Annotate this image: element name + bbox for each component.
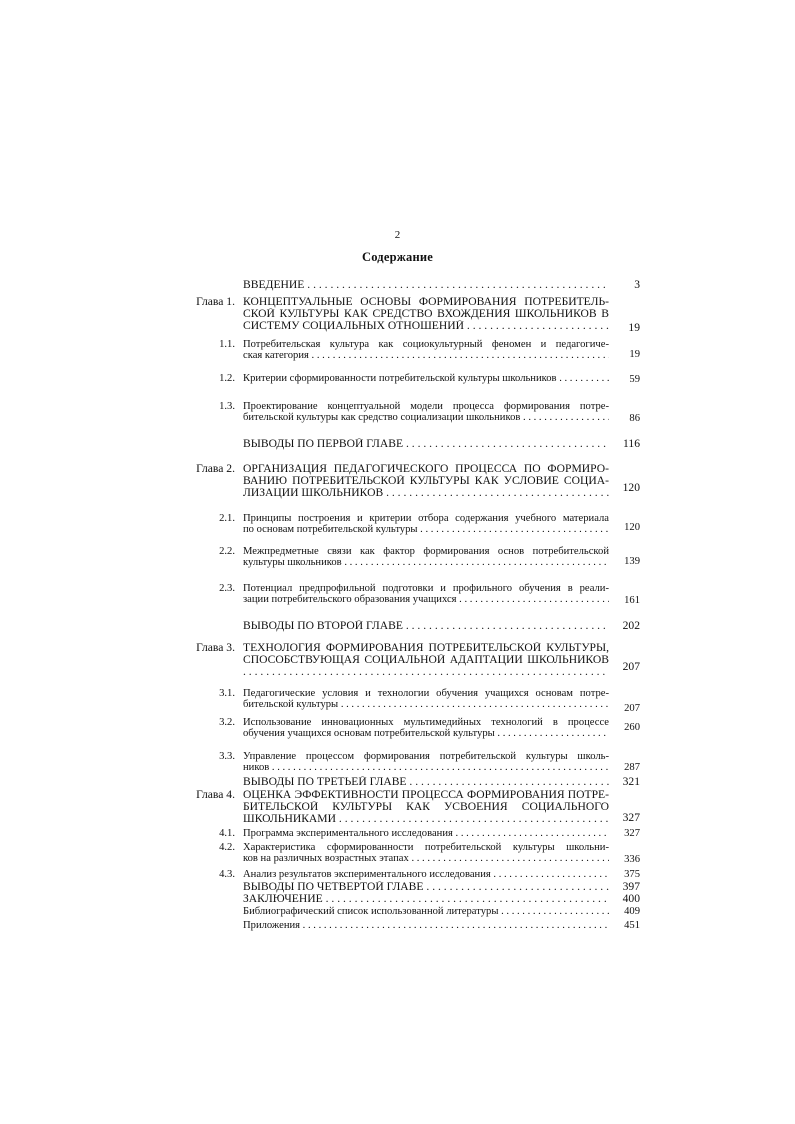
- toc-entry-line: [243, 666, 609, 679]
- toc-page-number: 375: [624, 869, 640, 880]
- toc-entry-number: Глава 3.: [196, 641, 235, 654]
- toc-entry-line: Педагогические условия и технологии обучения учащихся основам потре-: [243, 688, 609, 699]
- toc-page-number: 19: [629, 349, 640, 360]
- toc-entry-number: 2.1.: [219, 513, 235, 524]
- toc-entry-title: [243, 869, 609, 880]
- toc-page-number: 336: [624, 854, 640, 865]
- toc-entry-line: ская категория . . .: [243, 350, 609, 361]
- toc-page-number: 161: [624, 595, 640, 606]
- toc-page-number: 327: [624, 828, 640, 839]
- toc-entry-line: СКОЙ КУЛЬТУРЫ КАК СРЕДСТВО ВХОЖДЕНИЯ ШКОЛЬНИКОВ В: [243, 308, 609, 321]
- toc-entry-number: Глава 4.: [196, 788, 235, 801]
- toc-entry-number: Глава 1.: [196, 295, 235, 308]
- toc-entry-title: [243, 513, 609, 535]
- toc-entry-number: 4.3.: [219, 869, 235, 880]
- toc-entry-line: Критерии сформированности потребительской культуры школьников . . .: [243, 373, 609, 384]
- toc-page-number: 59: [629, 374, 640, 385]
- toc-entry-line: Потребительская культура как социокультурный феномен и педагогиче-: [243, 339, 609, 350]
- toc-entry-line: ЛИЗАЦИИ ШКОЛЬНИКОВ . . .: [243, 487, 609, 500]
- toc-entry-title: [243, 373, 609, 384]
- toc-entry-line: КОНЦЕПТУАЛЬНЫЕ ОСНОВЫ ФОРМИРОВАНИЯ ПОТРЕБИТЕЛЬ-: [243, 296, 609, 308]
- toc-entry-number: 4.1.: [219, 828, 235, 839]
- toc-entry-number: 3.3.: [219, 751, 235, 762]
- toc-entry-title: [243, 339, 609, 361]
- toc-entry-line: ВЫВОДЫ ПО ТРЕТЬЕЙ ГЛАВЕ . . .: [243, 776, 609, 789]
- toc-entry-title: [243, 642, 609, 679]
- toc-entry-line: ТЕХНОЛОГИЯ ФОРМИРОВАНИЯ ПОТРЕБИТЕЛЬСКОЙ КУЛЬТУРЫ,: [243, 642, 609, 654]
- toc-page-number: 400: [622, 892, 640, 905]
- toc-entry-title: [243, 688, 609, 710]
- toc-title: Содержание: [361, 250, 433, 264]
- toc-entry-title: [243, 463, 609, 500]
- toc-entry-number: 1.1.: [219, 339, 235, 350]
- toc-entry-title: [243, 620, 609, 633]
- toc-entry-title: [243, 438, 609, 451]
- toc-entry-line: ВЫВОДЫ ПО ВТОРОЙ ГЛАВЕ . . .: [243, 620, 609, 633]
- toc-page-number: 19: [628, 321, 640, 334]
- toc-page-number: 3: [634, 278, 640, 291]
- toc-entry-line: зации потребительского образования учащихся . . .: [243, 594, 609, 605]
- toc-entry-line: бительской культуры . . .: [243, 699, 609, 710]
- toc-entry-title: [243, 881, 609, 894]
- toc-entry-line: ВАНИЮ ПОТРЕБИТЕЛЬСКОЙ КУЛЬТУРЫ КАК УСЛОВИЕ СОЦИА-: [243, 475, 609, 488]
- toc-page-number: 327: [622, 811, 640, 824]
- toc-entry-title: [243, 776, 609, 789]
- toc-entry-line: Проектирование концептуальной модели процесса формирования потре-: [243, 401, 609, 412]
- toc-page-number: 287: [624, 762, 640, 773]
- toc-entry-line: ШКОЛЬНИКАМИ . . .: [243, 813, 609, 826]
- toc-entry-number: 4.2.: [219, 842, 235, 853]
- toc-entry-line: ЗАКЛЮЧЕНИЕ . . .: [243, 893, 609, 906]
- toc-entry-title: [243, 906, 609, 917]
- toc-page-number: 397: [622, 880, 640, 893]
- toc-entry-line: ОЦЕНКА ЭФФЕКТИВНОСТИ ПРОЦЕССА ФОРМИРОВАНИЯ ПОТРЕ-: [243, 789, 609, 801]
- toc-entry-title: [243, 279, 609, 292]
- toc-entry-line: ков на различных возрастных этапах . . .: [243, 853, 609, 864]
- toc-page-number: 86: [629, 413, 640, 424]
- toc-entry-title: [243, 751, 609, 773]
- toc-entry-line: бительской культуры как средство социализации школьников . . .: [243, 412, 609, 423]
- toc-page-number: 451: [624, 920, 640, 931]
- toc-page-number: 202: [622, 619, 640, 632]
- toc-entry-title: [243, 828, 609, 839]
- toc-entry-line: обучения учащихся основам потребительской культуры . . .: [243, 728, 609, 739]
- toc-entry-line: СПОСОБСТВУЮЩАЯ СОЦИАЛЬНОЙ АДАПТАЦИИ ШКОЛЬНИКОВ: [243, 654, 609, 667]
- toc-entry-line: ников . . .: [243, 762, 609, 773]
- toc-entry-number: 1.3.: [219, 401, 235, 412]
- toc-entry-line: Принципы построения и критерии отбора содержания учебного материала: [243, 513, 609, 524]
- toc-entry-title: [243, 920, 609, 931]
- toc-entry-line: ВЫВОДЫ ПО ПЕРВОЙ ГЛАВЕ . . .: [243, 438, 609, 451]
- toc-entry-line: Управление процессом формирования потребительской культуры школь-: [243, 751, 609, 762]
- toc-entry-line: ВВЕДЕНИЕ . . .: [243, 279, 609, 292]
- toc-entry-line: СИСТЕМУ СОЦИАЛЬНЫХ ОТНОШЕНИЙ . . .: [243, 320, 609, 333]
- toc-entry-line: Приложения . . .: [243, 920, 609, 931]
- toc-entry-line: Программа экспериментального исследования . . .: [243, 828, 609, 839]
- toc-entry-title: [243, 296, 609, 333]
- toc-entry-title: [243, 401, 609, 423]
- toc-entry-line: культуры школьников . . .: [243, 557, 609, 568]
- toc-entry-number: 3.1.: [219, 688, 235, 699]
- toc-entry-number: 1.2.: [219, 373, 235, 384]
- toc-entry-line: ВЫВОДЫ ПО ЧЕТВЕРТОЙ ГЛАВЕ . . .: [243, 881, 609, 894]
- toc-page-number: 120: [622, 481, 640, 494]
- toc-entry-line: ОРГАНИЗАЦИЯ ПЕДАГОГИЧЕСКОГО ПРОЦЕССА ПО ФОРМИРО-: [243, 463, 609, 475]
- toc-page-number: 409: [624, 906, 640, 917]
- toc-entry-number: 2.2.: [219, 546, 235, 557]
- toc-entry-number: 2.3.: [219, 583, 235, 594]
- toc-entry-number: Глава 2.: [196, 462, 235, 475]
- toc-page-number: 116: [623, 437, 640, 450]
- toc-entry-number: 3.2.: [219, 717, 235, 728]
- toc-entry-line: Библиографический список использованной литературы . . .: [243, 906, 609, 917]
- toc-page-number: 120: [624, 522, 640, 533]
- toc-entry-line: Анализ результатов экспериментального исследования . . .: [243, 869, 609, 880]
- toc-entry-title: [243, 546, 609, 568]
- toc-entry-title: [243, 583, 609, 605]
- toc-entry-title: [243, 717, 609, 739]
- toc-page-number: 139: [624, 556, 640, 567]
- toc-entry-line: БИТЕЛЬСКОЙ КУЛЬТУРЫ КАК УСВОЕНИЯ СОЦИАЛЬНОГО: [243, 801, 609, 814]
- toc-entry-title: [243, 842, 609, 864]
- toc-page-number: 207: [622, 660, 640, 673]
- toc-entry-line: Характеристика сформированности потребительской культуры школьни-: [243, 842, 609, 853]
- toc-page-number: 321: [622, 775, 640, 788]
- toc-entry-line: по основам потребительской культуры . . .: [243, 524, 609, 535]
- toc-page-number: 207: [624, 703, 640, 714]
- toc-entry-title: [243, 893, 609, 906]
- toc-page-number: 260: [624, 722, 640, 733]
- toc-entry-line: Использование инновационных мультимедийных технологий в процессе: [243, 717, 609, 728]
- toc-entry-line: Межпредметные связи как фактор формирования основ потребительской: [243, 546, 609, 557]
- toc-entry-title: [243, 789, 609, 826]
- page-number: 2: [394, 229, 401, 241]
- toc-entry-line: Потенциал предпрофильной подготовки и профильного обучения в реали-: [243, 583, 609, 594]
